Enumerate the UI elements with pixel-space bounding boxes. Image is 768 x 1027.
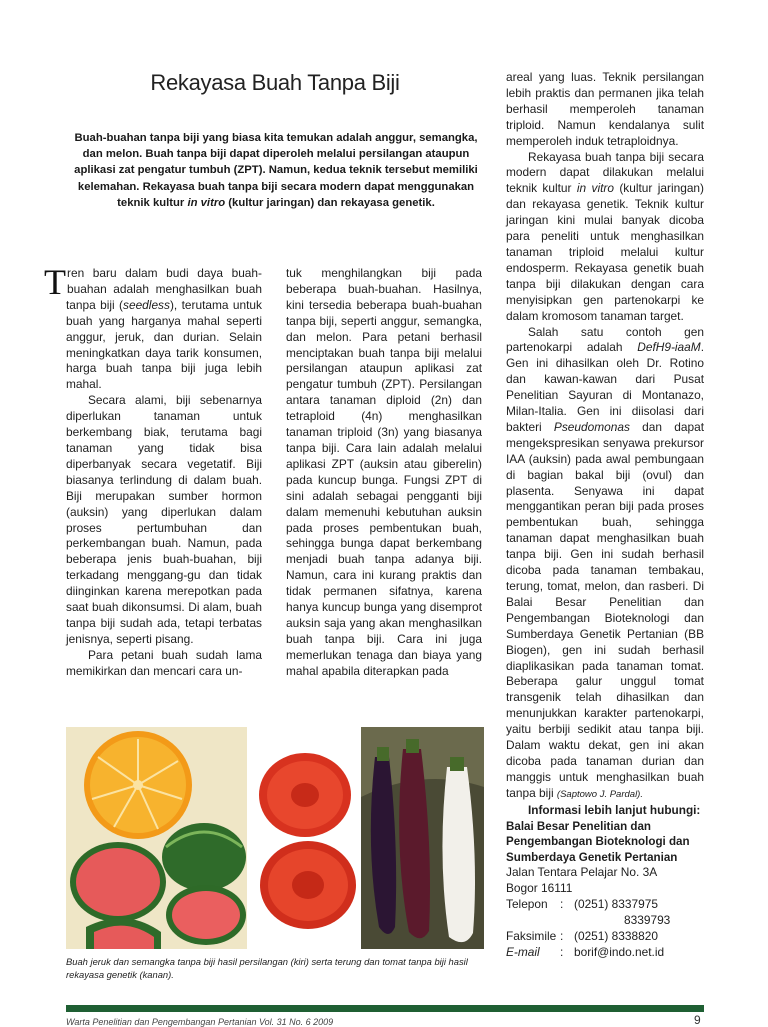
- photo-tomato-eggplant: [253, 727, 484, 949]
- abstract-text-2: (kultur jaringan) dan rekayasa genetik.: [225, 196, 435, 209]
- col3-paragraph-3: Salah satu contoh gen partenokarpi adalah DefH9-iaaM. Gen ini dihasilkan oleh Dr. Rotino dan kawan-kawan dari Pusat Penelitian Sayuran di Montanazo, Milan-Italia. Gen ini diisolasi dari bakteri Pseudomonas dan dapat mengekspresikan senyawa prekursor IAA (auksin) pada awal pembungaan di bagian bakal biji (ovul) dan plasenta. Senyawa ini dapat menggantikan peran biji pada proses pembentukan buah, sehingga tanaman dapat menghasilkan buah tanpa biji. Gen ini sudah berhasil dicoba pada tanaman tembakau, terung, tomat, melon, dan rasberi. Di Balai Besar Penelitian dan Pengembangan Bioteknologi dan Sumberdaya Genetik Pertanian (BB Biogen), gen ini sudah berhasil diaplikasikan pada tanaman tomat. Beberapa galur unggul tomat transgenik telah dihasilkan dan menunjukkan karakter partenokarpi, yaitu berbiji sedikit atau tanpa biji. Dalam waktu dekat, gen ini akan dicoba pada tanaman durian dan manggis untuk menghasilkan buah tanpa biji (Saptowo J. Pardal).: [506, 324, 704, 800]
- column-2: [286, 266, 482, 680]
- article-title: Rekayasa Buah Tanpa Biji: [150, 70, 400, 95]
- figure-caption: Buah jeruk dan semangka tanpa biji hasil persilangan (kiri) serta terung dan tomat tanpa biji hasil rekayasa genetik (kanan).: [66, 956, 468, 980]
- contact-address-2: Bogor 16111: [506, 881, 573, 895]
- page-number: 9: [694, 1013, 701, 1027]
- footer-accent-bar: [66, 1005, 704, 1012]
- contact-phone-row: Telepon : (0251) 8337975: [506, 896, 658, 911]
- contact-heading: Informasi lebih lanjut hubungi:: [528, 802, 701, 817]
- orange-watermelon-illustration: [66, 727, 247, 949]
- contact-address-1: Jalan Tentara Pelajar No. 3A: [506, 865, 658, 880]
- contact-phone-row-2: 8339793: [624, 912, 671, 927]
- abstract-text-1: Buah-buahan tanpa biji yang biasa kita temukan adalah anggur, semangka, dan melon. Buah tanpa biji dapat diperoleh melalui persilangan ataupun aplikasi zat pengatur tumbuh (ZPT). Namun, kedua teknik tersebut memiliki kelemahan. Rekayasa buah tanpa biji secara modern dapat menggunakan teknik kultur: [74, 132, 478, 209]
- contact-details: [506, 865, 704, 960]
- author-signature: (Saptowo J. Pardal).: [556, 788, 643, 800]
- col1-paragraph-1: Tren baru dalam budi daya buah-buahan adalah menghasilkan buah tanpa biji (seedless), terutama untuk buah yang harganya mahal seperti anggur, jeruk, dan durian. Selain meningkatkan daya tarik konsumen, harga buah tanpa biji juga lebih mahal.: [44, 262, 262, 392]
- article-abstract: [66, 130, 486, 211]
- col1-paragraph-2: Secara alami, biji sebenarnya diperlukan tanaman untuk berkembang biak, terutama bagi tanaman yang tidak bisa diperbanyak secara vegetatif. Biji biasanya terlindung di dalam buah. Biji merupakan sumber hormon (auksin) yang diperlukan dalam proses pertumbuhan dan perkembangan buah. Namun, pada beberapa jenis buah-buahan, biji terkadang menggang-gu dan tidak diinginkan karena merepotkan pada saat buah dikonsumsi. Di alam, buah tanpa biji sudah ada, tetapi terbatas jenisnya, seperti pisang.: [66, 393, 262, 646]
- contact-email-row: E-mail : borif@indo.net.id: [506, 944, 665, 959]
- contact-organization: Balai Besar Penelitian dan Pengembangan Bioteknologi dan Sumberdaya Genetik Pertanian: [506, 819, 690, 864]
- col2-paragraph-1: tuk menghilangkan biji pada beberapa buah-buahan. Hasilnya, kini tersedia beberapa buah-buahan tanpa biji, seperti anggur, semangka, dan melon. Para petani berhasil menciptakan buah tanpa biji melalui persilangan ataupun aplikasi zat pengatur tumbuh (ZPT). Persilangan antara tanaman diploid (2n) dan tetraploid (4n) menghasilkan tanaman triploid (3n) yang biasanya tanpa biji. Cara lain adalah melalui aplikasi ZPT (auksin atau giberelin) pada kuncup bunga. Fungsi ZPT di sini adalah sebagai pengganti biji dalam memenuhi kebutuhan auksin pada proses pembentukan buah, sehingga bunga dapat berkembang menjadi buah tanpa adanya biji. Namun, cara ini kurang praktis dan tidak permanen sifatnya, karena hanya kuncup bunga yang disemprot auksin saja yang akan menghasilkan buah tanpa biji. Cara ini juga memerlukan tenaga dan biaya yang mahal apabila diterapkan pada: [286, 266, 482, 678]
- column-3: [506, 70, 704, 961]
- col3-paragraph-1: areal yang luas. Teknik persilangan lebih praktis dan permanen jika telah berhasil memperoleh tanaman triploid. Namun kendalanya sulit memperoleh induk tetraploidnya.: [506, 70, 704, 148]
- abstract-italic: in vitro: [187, 196, 226, 209]
- col1-paragraph-3: Para petani buah sudah lama memikirkan dan mencari cara un-: [66, 647, 262, 678]
- figure-photos: [66, 727, 484, 949]
- column-1: [44, 262, 262, 680]
- photo-orange-watermelon: [66, 727, 247, 949]
- drop-cap: T: [44, 262, 66, 302]
- footer-journal: Warta Penelitian dan Pengembangan Pertanian Vol. 31 No. 6 2009: [66, 1017, 334, 1027]
- contact-fax-row: Faksimile : (0251) 8338820: [506, 928, 658, 943]
- col3-paragraph-2: Rekayasa buah tanpa biji secara modern dapat dilakukan melalui teknik kultur in vitro (kultur jaringan) dan rekayasa genetik. Teknik kultur jaringan kini mulai banyak dicoba para peneliti untuk menghasilkan tanaman triploid melalui kultur endosperm. Rekayasa genetik buah tanpa biji dilakukan dengan cara menyisipkan gen partenokarpi ke dalam kromosom tanaman target.: [506, 149, 704, 323]
- tomato-eggplant-illustration: [253, 727, 484, 949]
